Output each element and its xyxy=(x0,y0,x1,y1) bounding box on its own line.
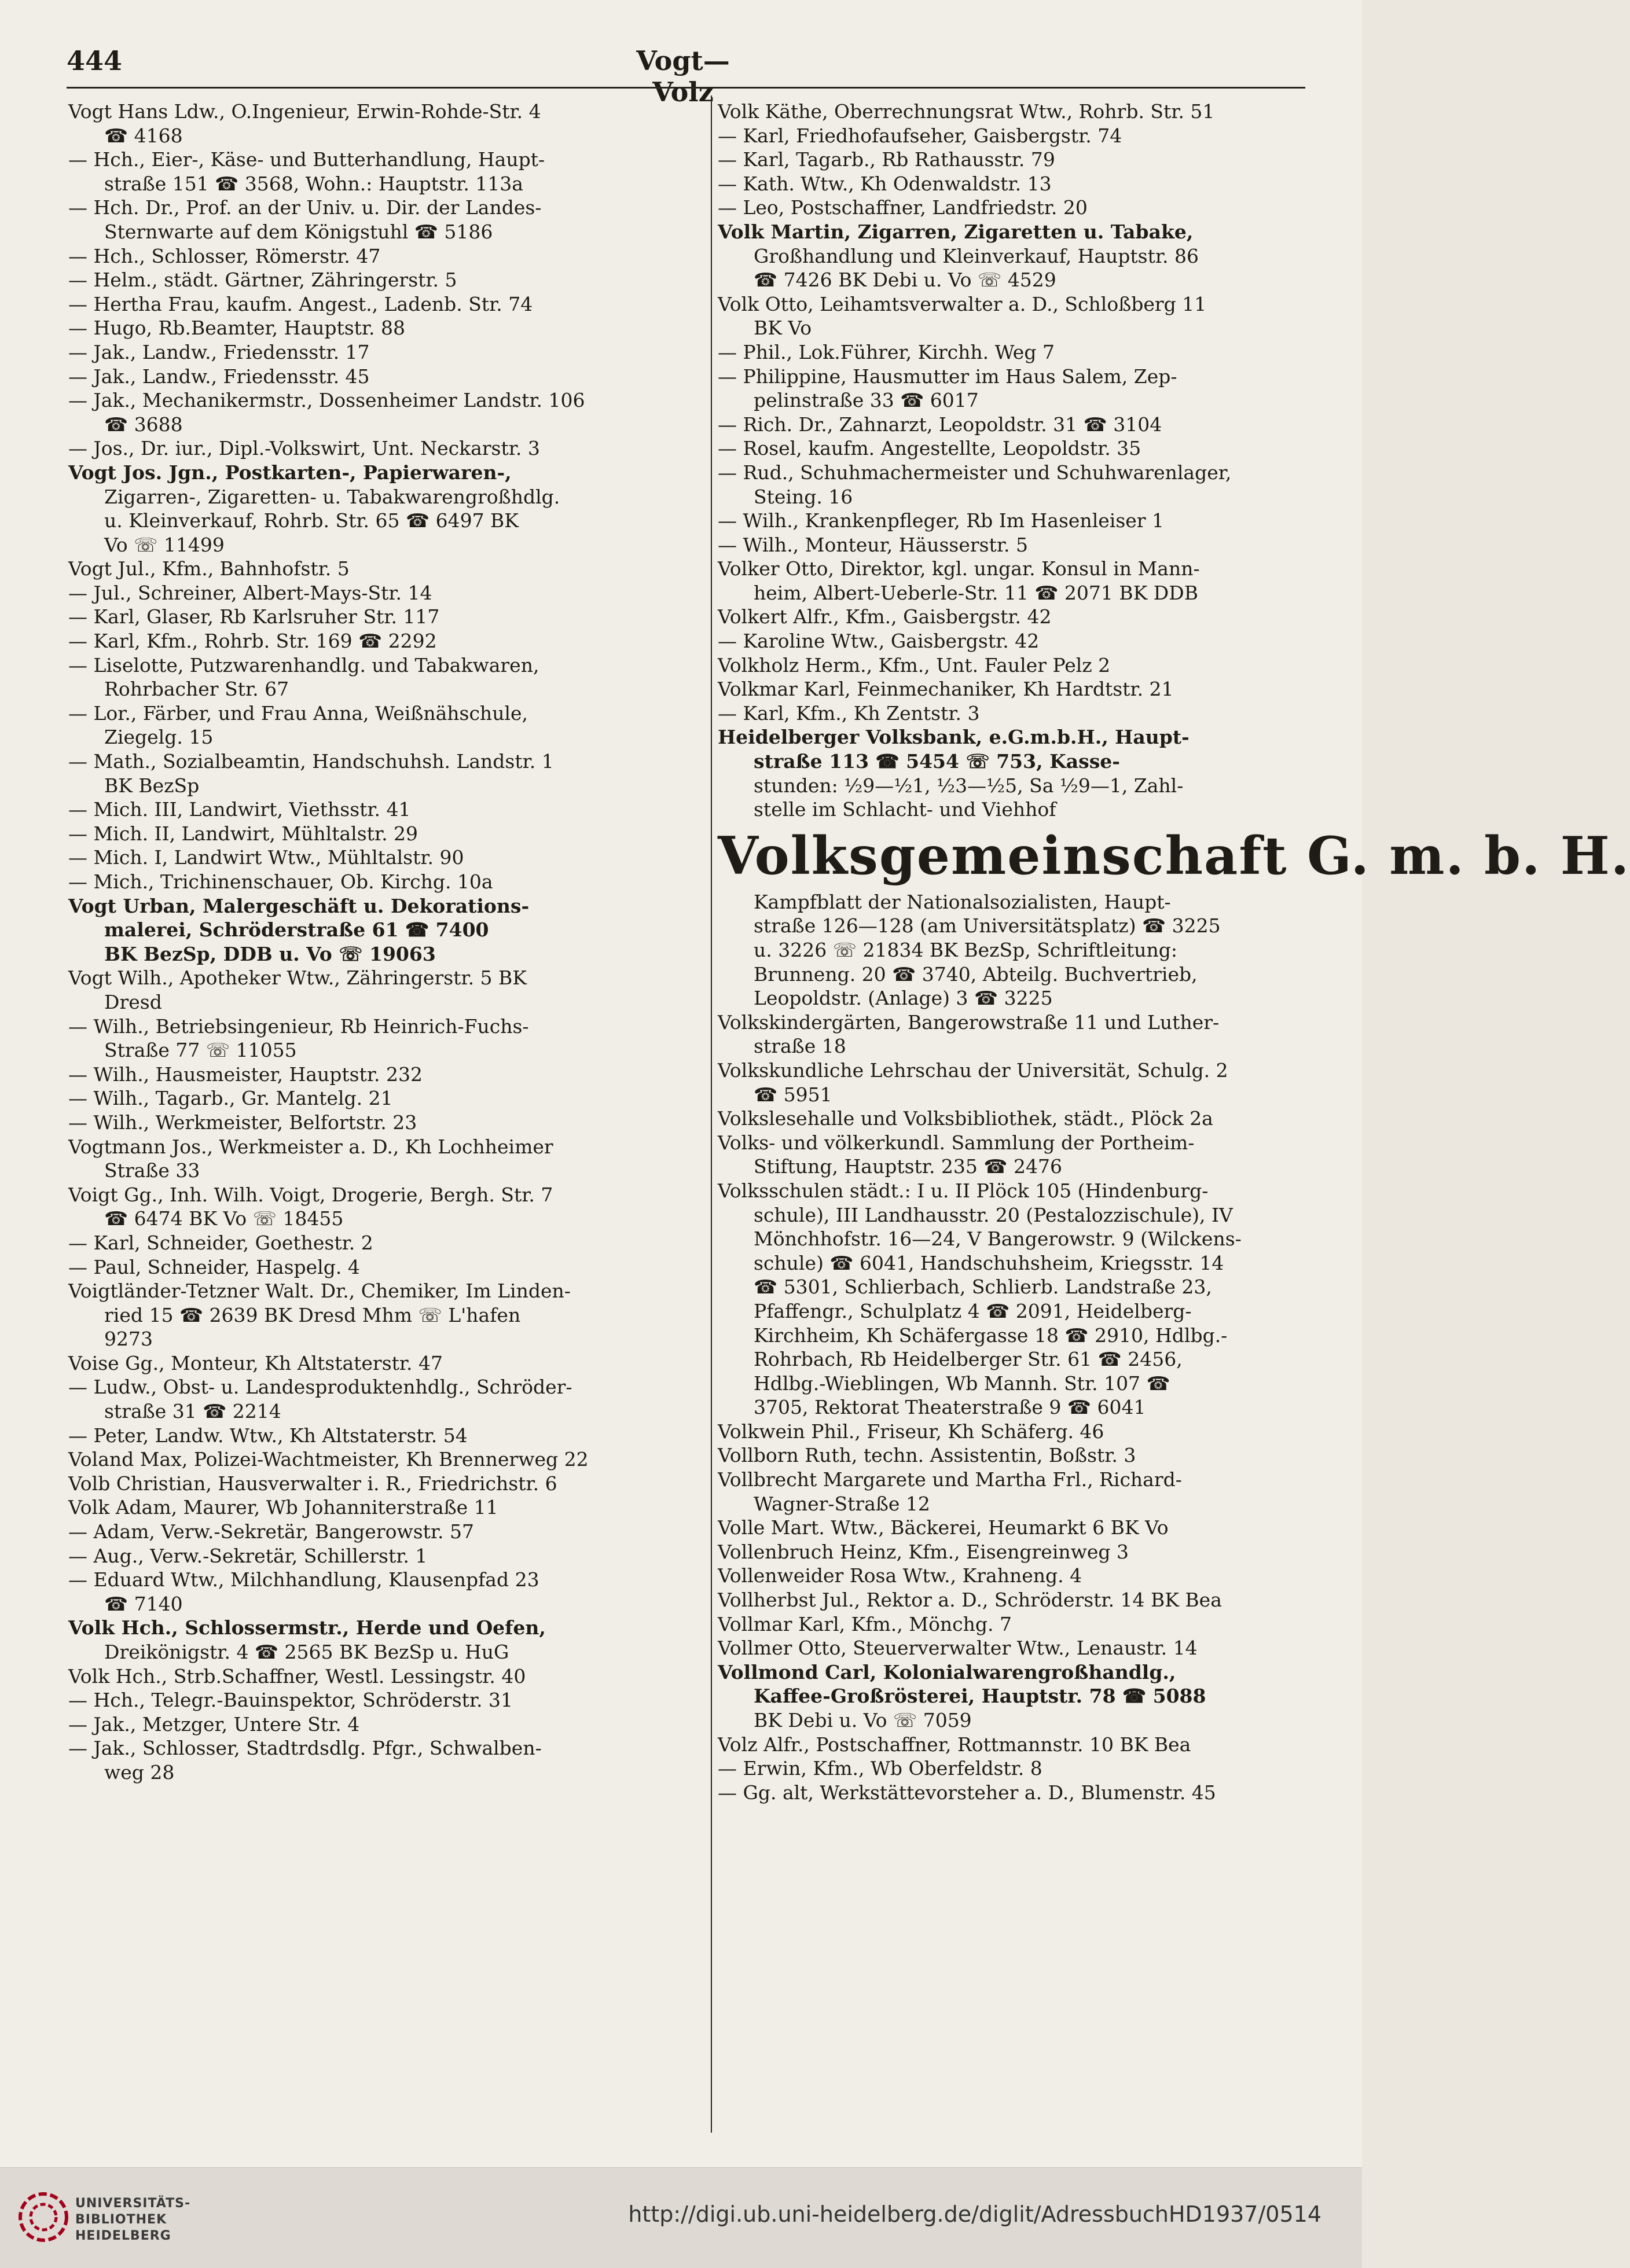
directory-entry: — Paul, Schneider, Haspelg. 4 xyxy=(68,1255,360,1278)
left-column xyxy=(68,100,700,1785)
directory-entry: ☎ 5951 xyxy=(754,1083,832,1106)
directory-entry: Vogtmann Jos., Werkmeister a. D., Kh Lochheimer xyxy=(68,1135,553,1158)
header-rule xyxy=(67,87,1305,89)
directory-entry-bold: Volksgemeinschaft G. m. b. H. xyxy=(718,825,1630,887)
directory-entry: straße 18 xyxy=(754,1035,846,1058)
directory-entry: Vo ☏ 11499 xyxy=(104,533,225,556)
directory-entry: Ziegelg. 15 xyxy=(104,726,214,749)
directory-entry: Vollborn Ruth, techn. Assistentin, Boßstr. 3 xyxy=(718,1444,1136,1467)
directory-entry: Großhandlung und Kleinverkauf, Hauptstr. 86 xyxy=(754,244,1199,267)
directory-entry: — Phil., Lok.Führer, Kirchh. Weg 7 xyxy=(718,340,1055,363)
directory-entry: Volkskundliche Lehrschau der Universität, Schulg. 2 xyxy=(718,1058,1228,1082)
directory-entry: Dresd xyxy=(104,990,162,1013)
directory-entry: — Gg. alt, Werkstättevorsteher a. D., Blumenstr. 45 xyxy=(718,1781,1216,1804)
directory-entry: Volkert Alfr., Kfm., Gaisbergstr. 42 xyxy=(718,605,1052,628)
directory-entry: u. Kleinverkauf, Rohrb. Str. 65 ☎ 6497 BK xyxy=(104,509,519,532)
directory-entry: — Philippine, Hausmutter im Haus Salem, Zep- xyxy=(718,365,1177,388)
directory-entry-bold: BK BezSp, DDB u. Vo ☏ 19063 xyxy=(104,942,436,965)
directory-entry: — Wilh., Tagarb., Gr. Mantelg. 21 xyxy=(68,1087,393,1110)
directory-entry: — Rosel, kaufm. Angestellte, Leopoldstr. 35 xyxy=(718,437,1141,460)
directory-entry: Volkskindergärten, Bangerowstraße 11 und Luther- xyxy=(718,1010,1220,1034)
directory-entry: — Hch., Eier-, Käse- und Butterhandlung, Haupt- xyxy=(68,148,545,171)
directory-entry: — Karl, Friedhofaufseher, Gaisbergstr. 74 xyxy=(718,124,1122,147)
directory-entry-bold: Kaffee-Großrösterei, Hauptstr. 78 ☎ 5088 xyxy=(754,1685,1206,1708)
directory-entry: Volkmar Karl, Feinmechaniker, Kh Hardtstr. 21 xyxy=(718,678,1174,701)
directory-entry: ried 15 ☎ 2639 BK Dresd Mhm ☏ L'hafen xyxy=(104,1303,521,1326)
directory-entry: Volle Mart. Wtw., Bäckerei, Heumarkt 6 BK Vo xyxy=(718,1516,1169,1539)
university-library-logo-icon xyxy=(17,2191,69,2243)
directory-entry: — Wilh., Werkmeister, Belfortstr. 23 xyxy=(68,1111,417,1134)
directory-entry: — Eduard Wtw., Milchhandlung, Klausenpfad 23 xyxy=(68,1568,539,1591)
directory-entry: stunden: ½9—½1, ½3—½5, Sa ½9—1, Zahl- xyxy=(754,774,1184,797)
directory-entry: — Karl, Schneider, Goethestr. 2 xyxy=(68,1231,373,1254)
directory-entry: Straße 33 xyxy=(104,1159,200,1182)
directory-entry: — Hch., Telegr.-Bauinspektor, Schröderstr. 31 xyxy=(68,1689,513,1712)
directory-entry: — Jos., Dr. iur., Dipl.-Volkswirt, Unt. Neckarstr. 3 xyxy=(68,437,540,460)
directory-entry: — Jak., Metzger, Untere Str. 4 xyxy=(68,1712,360,1736)
directory-entry: Volker Otto, Direktor, kgl. ungar. Konsul in Mann- xyxy=(718,557,1200,580)
directory-entry: Volk Otto, Leihamtsverwalter a. D., Schloßberg 11 xyxy=(718,292,1207,315)
directory-entry-bold: malerei, Schröderstraße 61 ☎ 7400 xyxy=(104,918,489,942)
viewer-footer xyxy=(0,2167,1362,2268)
directory-entry: Dreikönigstr. 4 ☎ 2565 BK BezSp u. HuG xyxy=(104,1641,509,1663)
directory-entry: stelle im Schlacht- und Viehhof xyxy=(754,798,1056,821)
directory-entry: Rohrbach, Rb Heidelberger Str. 61 ☎ 2456, xyxy=(754,1348,1183,1371)
directory-entry: — Jul., Schreiner, Albert-Mays-Str. 14 xyxy=(68,581,432,604)
directory-entry: BK BezSp xyxy=(104,774,200,797)
directory-entry-bold: Vogt Jos. Jgn., Postkarten-, Papierwaren-, xyxy=(68,461,512,484)
directory-entry: — Karoline Wtw., Gaisbergstr. 42 xyxy=(718,630,1040,653)
directory-entry: 3705, Rektorat Theaterstraße 9 ☎ 6041 xyxy=(754,1396,1146,1419)
directory-entry: — Kath. Wtw., Kh Odenwaldstr. 13 xyxy=(718,172,1052,195)
directory-entry: Brunneng. 20 ☎ 3740, Abteilg. Buchvertrieb, xyxy=(754,962,1198,986)
directory-entry: ☎ 7140 xyxy=(104,1592,183,1615)
directory-entry: schule), III Landhausstr. 20 (Pestalozzischule), IV xyxy=(754,1203,1233,1226)
directory-entry: Volk Käthe, Oberrechnungsrat Wtw., Rohrb. Str. 51 xyxy=(718,100,1215,123)
directory-entry: u. 3226 ☏ 21834 BK BezSp, Schriftleitung: xyxy=(754,939,1177,961)
directory-entry: Pfaffengr., Schulplatz 4 ☎ 2091, Heidelberg- xyxy=(754,1299,1192,1322)
directory-entry: 9273 xyxy=(104,1328,153,1351)
directory-entry: Volkholz Herm., Kfm., Unt. Fauler Pelz 2 xyxy=(718,653,1111,677)
directory-entry: Steing. 16 xyxy=(754,485,853,508)
directory-entry: — Helm., städt. Gärtner, Zähringerstr. 5 xyxy=(68,269,457,292)
running-title: Vogt—Volz xyxy=(636,45,730,108)
directory-entry: Volks- und völkerkundl. Sammlung der Portheim- xyxy=(718,1131,1195,1154)
directory-entry: Kirchheim, Kh Schäfergasse 18 ☎ 2910, Hdlbg.- xyxy=(754,1324,1228,1347)
directory-entry: — Wilh., Krankenpfleger, Rb Im Hasenleiser 1 xyxy=(718,509,1165,532)
directory-entry: Volkwein Phil., Friseur, Kh Schäferg. 46 xyxy=(718,1420,1104,1443)
directory-entry: — Math., Sozialbeamtin, Handschuhsh. Landstr. 1 xyxy=(68,750,554,773)
directory-entry: Voigt Gg., Inh. Wilh. Voigt, Drogerie, Bergh. Str. 7 xyxy=(68,1183,553,1206)
directory-entry: Vogt Wilh., Apotheker Wtw., Zähringerstr. 5 BK xyxy=(68,966,527,990)
directory-entry: — Ludw., Obst- u. Landesproduktenhdlg., Schröder- xyxy=(68,1376,572,1399)
directory-entry: Vogt Jul., Kfm., Bahnhofstr. 5 xyxy=(68,557,350,580)
library-name-line: HEIDELBERG xyxy=(75,2229,171,2243)
directory-entry: Vollmer Otto, Steuerverwalter Wtw., Lenaustr. 14 xyxy=(718,1637,1198,1660)
directory-entry: Volk Adam, Maurer, Wb Johanniterstraße 11 xyxy=(68,1496,498,1519)
directory-entry: Vogt Hans Ldw., O.Ingenieur, Erwin-Rohde-Str. 4 xyxy=(68,100,541,123)
directory-entry: — Adam, Verw.-Sekretär, Bangerowstr. 57 xyxy=(68,1520,475,1543)
directory-entry-bold: Volk Hch., Schlossermstr., Herde und Oefen, xyxy=(68,1616,546,1640)
directory-entry: ☎ 5301, Schlierbach, Schlierb. Landstraße 23, xyxy=(754,1275,1212,1299)
directory-entry: — Mich. II, Landwirt, Mühltalstr. 29 xyxy=(68,822,418,845)
directory-entry: Voland Max, Polizei-Wachtmeister, Kh Brennerweg 22 xyxy=(68,1448,589,1471)
source-url-link[interactable]: http://digi.ub.uni-heidelberg.de/diglit/AdressbuchHD1937/0514 xyxy=(628,2201,1321,2227)
directory-entry: Vollenbruch Heinz, Kfm., Eisengreinweg 3 xyxy=(718,1540,1129,1563)
directory-entry-bold: straße 113 ☎ 5454 ☏ 753, Kasse- xyxy=(754,750,1120,773)
column-divider xyxy=(711,95,712,2133)
directory-entry: — Karl, Glaser, Rb Karlsruher Str. 117 xyxy=(68,605,440,628)
directory-entry: Straße 77 ☏ 11055 xyxy=(104,1039,297,1062)
directory-entry: Rohrbacher Str. 67 xyxy=(104,678,289,701)
directory-entry: Vollmar Karl, Kfm., Mönchg. 7 xyxy=(718,1612,1012,1635)
directory-entry: — Wilh., Monteur, Häusserstr. 5 xyxy=(718,533,1028,556)
directory-entry: Voigtländer-Tetzner Walt. Dr., Chemiker, Im Linden- xyxy=(68,1280,571,1303)
directory-entry: — Karl, Kfm., Rohrb. Str. 169 ☎ 2292 xyxy=(68,630,437,653)
directory-entry: — Karl, Kfm., Kh Zentstr. 3 xyxy=(718,701,980,725)
directory-entry: — Hertha Frau, kaufm. Angest., Ladenb. Str. 74 xyxy=(68,292,533,315)
directory-entry: — Hch. Dr., Prof. an der Univ. u. Dir. der Landes- xyxy=(68,196,542,219)
directory-entry-bold: Heidelberger Volksbank, e.G.m.b.H., Haupt- xyxy=(718,726,1190,749)
directory-entry: Mönchhofstr. 16—24, V Bangerowstr. 9 (Wilckens- xyxy=(754,1227,1242,1251)
directory-entry: weg 28 xyxy=(104,1760,175,1784)
library-name-line: BIBLIOTHEK xyxy=(75,2212,167,2227)
directory-entry: — Peter, Landw. Wtw., Kh Altstaterstr. 54 xyxy=(68,1424,468,1447)
directory-entry: heim, Albert-Ueberle-Str. 11 ☎ 2071 BK DDB xyxy=(754,581,1198,604)
directory-entry: Wagner-Straße 12 xyxy=(754,1492,930,1515)
directory-entry: Hdlbg.-Wieblingen, Wb Mannh. Str. 107 ☎ xyxy=(754,1372,1170,1395)
directory-entry: — Erwin, Kfm., Wb Oberfeldstr. 8 xyxy=(718,1757,1042,1780)
directory-entry: — Hugo, Rb.Beamter, Hauptstr. 88 xyxy=(68,317,406,340)
directory-entry: — Mich. III, Landwirt, Viethsstr. 41 xyxy=(68,798,411,821)
page-number: 444 xyxy=(67,45,123,76)
directory-entry: — Mich., Trichinenschauer, Ob. Kirchg. 10a xyxy=(68,870,493,893)
directory-entry: Voise Gg., Monteur, Kh Altstaterstr. 47 xyxy=(68,1351,443,1374)
directory-entry: straße 126—128 (am Universitätsplatz) ☎ 3225 xyxy=(754,914,1221,938)
directory-entry: ☎ 6474 BK Vo ☏ 18455 xyxy=(104,1207,344,1230)
directory-entry: Volk Hch., Strb.Schaffner, Westl. Lessingstr. 40 xyxy=(68,1664,526,1688)
directory-entry: Stiftung, Hauptstr. 235 ☎ 2476 xyxy=(754,1155,1062,1178)
directory-entry: straße 151 ☎ 3568, Wohn.: Hauptstr. 113a xyxy=(104,172,523,195)
directory-entry: Leopoldstr. (Anlage) 3 ☎ 3225 xyxy=(754,987,1053,1010)
directory-entry: — Jak., Mechanikermstr., Dossenheimer Landstr. 106 xyxy=(68,389,585,412)
directory-entry: BK Debi u. Vo ☏ 7059 xyxy=(754,1709,972,1732)
directory-entry: — Liselotte, Putzwarenhandlg. und Tabakwaren, xyxy=(68,653,539,677)
directory-entry: — Rich. Dr., Zahnarzt, Leopoldstr. 31 ☎ 3104 xyxy=(718,413,1162,436)
directory-entry: — Wilh., Hausmeister, Hauptstr. 232 xyxy=(68,1063,423,1086)
directory-entry: — Aug., Verw.-Sekretär, Schillerstr. 1 xyxy=(68,1544,428,1567)
directory-entry: Vollherbst Jul., Rektor a. D., Schröderstr. 14 BK Bea xyxy=(718,1589,1222,1612)
directory-entry: Kampfblatt der Nationalsozialisten, Haupt- xyxy=(754,890,1171,913)
directory-entry: Sternwarte auf dem Königstuhl ☎ 5186 xyxy=(104,220,493,243)
directory-entry: — Mich. I, Landwirt Wtw., Mühltalstr. 90 xyxy=(68,846,464,869)
directory-entry: — Jak., Landw., Friedensstr. 17 xyxy=(68,340,370,363)
directory-entry: Volkslesehalle und Volksbibliothek, städt., Plöck 2a xyxy=(718,1107,1213,1130)
directory-entry-bold: Vollmond Carl, Kolonialwarengroßhandlg., xyxy=(718,1660,1176,1683)
directory-entry: — Jak., Landw., Friedensstr. 45 xyxy=(68,365,370,388)
directory-entry: — Jak., Schlosser, Stadtrdsdlg. Pfgr., Schwalben- xyxy=(68,1737,542,1760)
directory-entry-bold: Vogt Urban, Malergeschäft u. Dekorations- xyxy=(68,894,530,917)
directory-entry: — Rud., Schuhmachermeister und Schuhwarenlager, xyxy=(718,461,1232,484)
directory-entry: — Lor., Färber, und Frau Anna, Weißnähschule, xyxy=(68,701,528,725)
directory-entry: BK Vo xyxy=(754,317,812,340)
right-column xyxy=(718,100,1630,1804)
directory-entry: pelinstraße 33 ☎ 6017 xyxy=(754,389,979,412)
directory-entry: ☎ 3688 xyxy=(104,413,183,436)
directory-entry: Vollenweider Rosa Wtw., Krahneng. 4 xyxy=(718,1564,1082,1587)
directory-entry: — Hch., Schlosser, Römerstr. 47 xyxy=(68,244,381,267)
directory-entry: Volksschulen städt.: I u. II Plöck 105 (Hindenburg- xyxy=(718,1179,1209,1202)
directory-entry: schule) ☎ 6041, Handschuhsheim, Kriegsstr. 14 xyxy=(754,1251,1224,1274)
directory-entry: Volb Christian, Hausverwalter i. R., Friedrichstr. 6 xyxy=(68,1472,557,1495)
directory-entry: ☎ 7426 BK Debi u. Vo ☏ 4529 xyxy=(754,269,1056,292)
directory-entry: — Karl, Tagarb., Rb Rathausstr. 79 xyxy=(718,148,1055,171)
directory-entry: Vollbrecht Margarete und Martha Frl., Richard- xyxy=(718,1468,1182,1491)
directory-entry: Zigarren-, Zigaretten- u. Tabakwarengroßhdlg. xyxy=(104,485,560,508)
library-name xyxy=(75,2196,190,2244)
library-name-line: UNIVERSITÄTS- xyxy=(75,2196,191,2211)
directory-entry-bold: Volk Martin, Zigarren, Zigaretten u. Tabake, xyxy=(718,220,1194,243)
directory-entry: Volz Alfr., Postschaffner, Rottmannstr. 10 BK Bea xyxy=(718,1733,1191,1756)
directory-entry: straße 31 ☎ 2214 xyxy=(104,1400,281,1423)
directory-entry: — Wilh., Betriebsingenieur, Rb Heinrich-Fuchs- xyxy=(68,1014,529,1038)
directory-entry: — Leo, Postschaffner, Landfriedstr. 20 xyxy=(718,196,1088,219)
directory-entry: ☎ 4168 xyxy=(104,124,183,147)
